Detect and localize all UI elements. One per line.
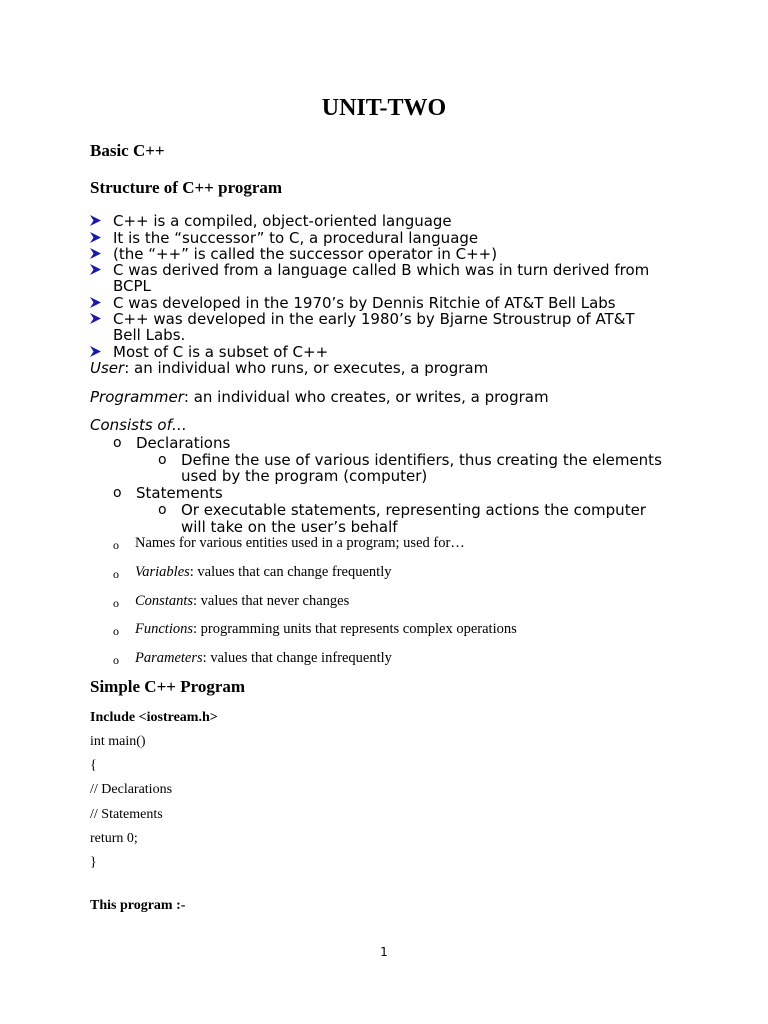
- bullet-item: Most of C is a subset of C++: [113, 343, 329, 361]
- user-def-text: : an individual who runs, or executes, a program: [124, 359, 489, 377]
- bullet-item-continuation: Bell Labs.: [113, 326, 186, 344]
- circle-o-marker: o: [158, 452, 167, 468]
- functions-def: : programming units that represents complex operations: [193, 621, 517, 637]
- constants-item: [135, 593, 349, 610]
- circle-o-marker: o: [113, 653, 119, 667]
- bullet-item: It is the “successor” to C, a procedural language: [113, 229, 479, 247]
- code-line: // Declarations: [90, 782, 173, 797]
- circle-o-marker: o: [113, 538, 119, 552]
- page-title: UNIT-TWO: [321, 95, 447, 121]
- parameters-def: : values that change infrequently: [202, 650, 392, 666]
- parameters-item: [135, 650, 392, 667]
- outline-statements: Statements: [136, 484, 223, 502]
- code-line: // Statements: [90, 807, 163, 822]
- arrow-bullet-icon: [90, 248, 101, 259]
- outline-declarations: Declarations: [136, 434, 231, 452]
- names-item: Names for various entities used in a program; used for…: [135, 535, 465, 551]
- functions-term: Functions: [135, 621, 193, 637]
- bullet-item: (the “++” is called the successor operator in C++): [113, 245, 498, 263]
- arrow-bullet-icon: [90, 346, 101, 357]
- code-line: Include <iostream.h>: [90, 710, 218, 725]
- bullet-item: C++ was developed in the early 1980’s by Bjarne Stroustrup of AT&T: [113, 310, 635, 328]
- variables-def: : values that can change frequently: [189, 564, 392, 580]
- constants-def: : values that never changes: [193, 593, 350, 609]
- declarations-detail: Define the use of various identifiers, thus creating the elements: [181, 451, 662, 469]
- circle-o-marker: o: [113, 485, 122, 501]
- circle-o-marker: o: [158, 502, 167, 518]
- this-program-label: This program :-: [90, 898, 186, 913]
- arrow-bullet-icon: [90, 313, 101, 324]
- circle-o-marker: o: [113, 596, 119, 610]
- code-line: }: [90, 855, 97, 870]
- programmer-definition: [90, 388, 549, 406]
- declarations-detail-continuation: used by the program (computer): [181, 467, 428, 485]
- programmer-term: Programmer: [90, 388, 184, 406]
- code-line: return 0;: [90, 831, 138, 846]
- circle-o-marker: o: [113, 567, 119, 581]
- programmer-def-text: : an individual who creates, or writes, a program: [183, 388, 549, 406]
- parameters-term: Parameters: [135, 650, 203, 666]
- bullet-item: C was derived from a language called B which was in turn derived from: [113, 261, 650, 279]
- heading-structure: Structure of C++ program: [90, 178, 283, 197]
- constants-term: Constants: [135, 593, 194, 609]
- consists-of-label: Consists of…: [90, 416, 187, 434]
- arrow-bullet-icon: [90, 215, 101, 226]
- variables-item: [135, 564, 392, 581]
- arrow-bullet-icon: [90, 232, 101, 243]
- user-definition: [90, 359, 488, 377]
- circle-o-marker: o: [113, 435, 122, 451]
- bullet-item: C++ is a compiled, object-oriented language: [113, 212, 452, 230]
- heading-simple-program: Simple C++ Program: [90, 677, 246, 696]
- bullet-item-continuation: BCPL: [113, 277, 151, 295]
- variables-term: Variables: [135, 564, 190, 580]
- heading-basic-cpp: Basic C++: [90, 141, 165, 160]
- code-line: {: [90, 758, 97, 773]
- bullet-item: C was developed in the 1970’s by Dennis Ritchie of AT&T Bell Labs: [113, 294, 616, 312]
- page-number: 1: [380, 945, 388, 959]
- code-line: int main(): [90, 734, 146, 749]
- arrow-bullet-icon: [90, 264, 101, 275]
- statements-detail: Or executable statements, representing actions the computer: [181, 501, 646, 519]
- statements-detail-continuation: will take on the user’s behalf: [181, 518, 398, 536]
- arrow-bullet-icon: [90, 297, 101, 308]
- functions-item: [135, 621, 517, 638]
- circle-o-marker: o: [113, 624, 119, 638]
- user-term: User: [90, 359, 125, 377]
